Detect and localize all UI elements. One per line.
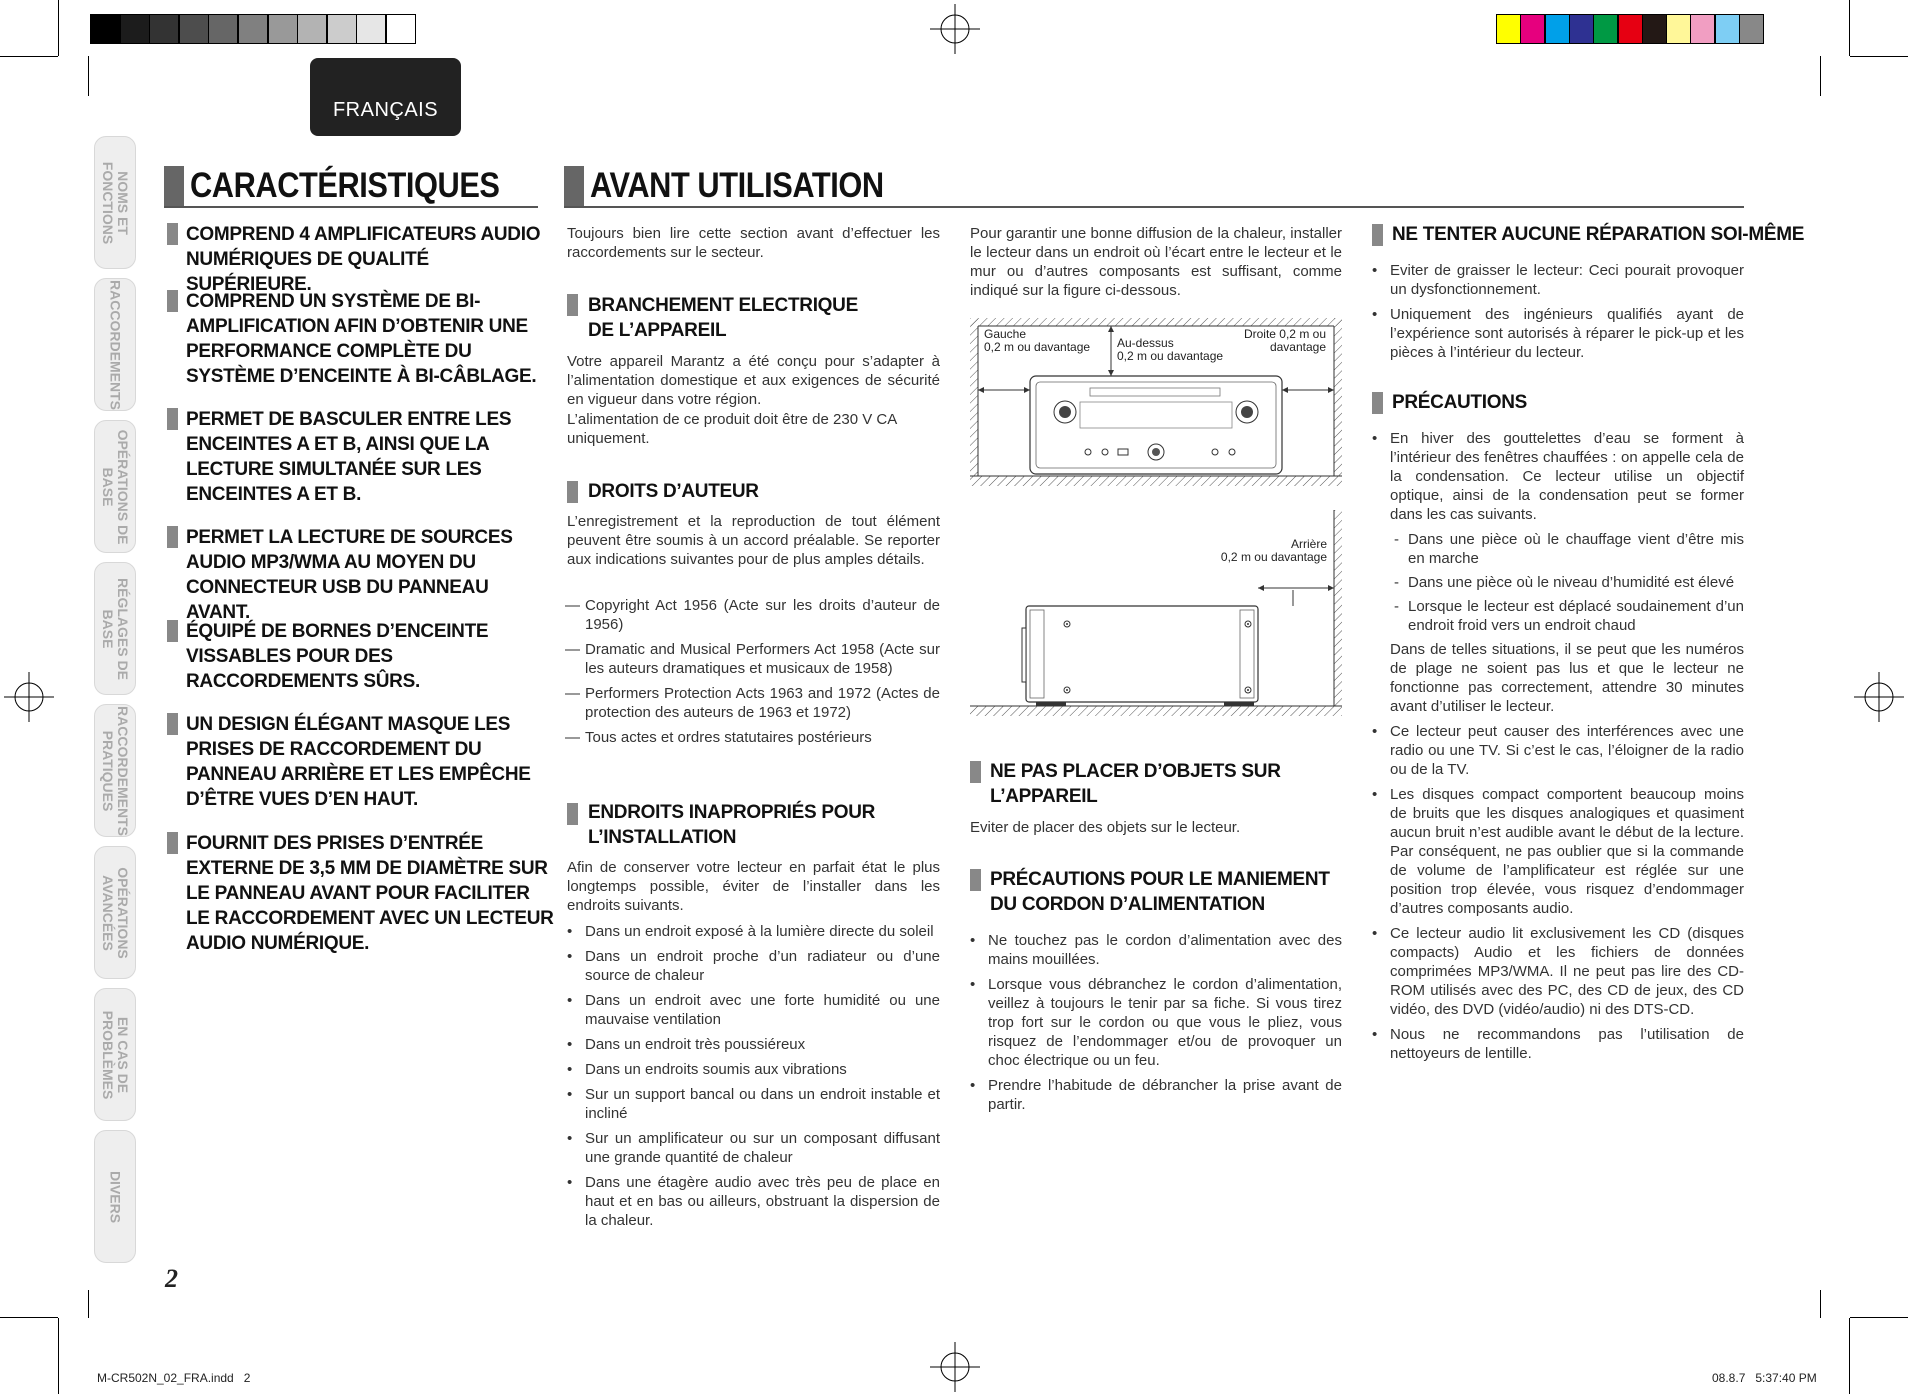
droite-label [1232, 328, 1326, 354]
cordon-heading: PRÉCAUTIONS POUR LE MANIEMENT DU CORDON D’ALIMENTATION [990, 869, 1330, 915]
endroits-paragraph: Afin de conserver votre lecteur en parfait état le plus longtemps possible, éviter de l’installer dans les endroits suivants. [567, 859, 940, 914]
footer-file: M-CR502N_02_FRA.indd 2 [97, 1371, 251, 1385]
label-line: Au-dessus [1117, 336, 1174, 350]
title-bar [564, 166, 584, 206]
droits-heading: DROITS D’AUTEUR [588, 481, 759, 502]
list-item: • Lorsque vous débranchez le cordon d’alimentation, veillez à toujours le tenir par sa fiche. Si vous tirez trop fort sur le cordon ou que vous le pliez, vous risquez de l’endommager et/ou de provoquer un choc électrique ou un feu. [970, 975, 1342, 1070]
side-tab-label: NOMS ET FONCTIONS [100, 161, 131, 244]
label-line: 0,2 m ou davantage [1117, 349, 1224, 363]
gray-swatch [356, 14, 386, 44]
feature-item: COMPREND 4 AMPLIFICATEURS AUDIO NUMÉRIQUES DE QUALITÉ SUPÉRIEURE. [186, 224, 541, 295]
title-rule [164, 206, 538, 208]
side-tab-operations-de-base[interactable] [94, 420, 136, 553]
feature-item: PERMET LA LECTURE DE SOURCES AUDIO MP3/WMA AU MOYEN DU CONNECTEUR USB DU PANNEAU AVANT. [186, 527, 513, 623]
title-bar [164, 166, 184, 206]
list-item: • Les disques compact comportent beaucoup moins de bruits que les disques analogiques et quasiment aucun bruit n’est audible avant le début de la lecture. Par conséquent, ne pas oublier que si la commande de volume de l’amplificateur est réglée sur une position trop élevée, vous risquez d’endommager d’autres composants audio. [1372, 785, 1744, 918]
crop-mark [1820, 1290, 1821, 1318]
side-tab-label: OPÉRATIONS AVANCÉES [100, 866, 131, 959]
section-bar [970, 761, 981, 783]
intro-paragraph: Toujours bien lire cette section avant d’effectuer les raccordements sur le secteur. [567, 225, 940, 261]
list-item-text: En hiver des gouttelettes d’eau se forment à l’intérieur des fenêtres chauffées : on appelle cela de la condensation. Ce lecteur utilise un objectif optique, ainsi de la condensation peut se former dans les cas suivants. [1390, 430, 1744, 523]
cordon-list [970, 931, 1342, 1120]
footer-date: 08.8.7 5:37:40 PM [1712, 1371, 1817, 1385]
feature-bar [167, 620, 178, 642]
feature-bar [167, 526, 178, 548]
feature-item: PERMET DE BASCULER ENTRE LES ENCEINTES A ET B, AINSI QUE LA LECTURE SIMULTANÉE SUR LES ENCEINTES A ET B. [186, 409, 512, 505]
list-item: • Sur un amplificateur ou sur un composant diffusant une grande quantité de chaleur [567, 1129, 940, 1167]
list-item: • Prendre l’habitude de débrancher la prise avant de partir. [970, 1076, 1342, 1114]
caracteristiques-title: CARACTÉRISTIQUES [190, 166, 500, 205]
endroits-list [567, 922, 940, 1236]
color-swatch [1715, 14, 1740, 44]
list-item: • Dans un endroit très poussiéreux [567, 1035, 940, 1054]
feature-item: ÉQUIPÉ DE BORNES D’ENCEINTE VISSABLES POUR DES RACCORDEMENTS SÛRS. [186, 621, 489, 692]
gray-swatch [208, 14, 238, 44]
language-label: FRANÇAIS [332, 99, 439, 121]
avant-utilisation-title: AVANT UTILISATION [590, 166, 884, 205]
ne-pas-placer-heading: NE PAS PLACER D’OBJETS SUR L’APPAREIL [990, 761, 1281, 807]
branchement-heading: BRANCHEMENT ELECTRIQUE DE L’APPAREIL [588, 295, 858, 341]
crop-mark [88, 56, 89, 96]
color-swatch [1520, 14, 1545, 44]
crop-mark [58, 1318, 59, 1394]
diffusion-paragraph: Pour garantir une bonne diffusion de la chaleur, installer le lecteur dans un endroit où l’écart entre le lecteur et le mur ou d’autres composants est suffisant, comme indiqué sur la figure ci-dessous. [970, 225, 1342, 299]
list-item: • Ne touchez pas le cordon d’alimentation avec des mains mouillées. [970, 931, 1342, 969]
registration-mark-icon [930, 1342, 980, 1392]
label-line: Arrière [1290, 537, 1327, 551]
crop-mark [1850, 1317, 1908, 1318]
list-item: • Ce lecteur peut causer des interférences avec une radio ou une TV. Si c’est le cas, l’éloigner de la radio ou de la TV. [1372, 722, 1744, 779]
precautions-list [1372, 429, 1744, 1069]
gray-swatch [386, 14, 416, 44]
color-swatch [1690, 14, 1715, 44]
droits-paragraph: L’enregistrement et la reproduction de tout élément peuvent être soumis à un accord préalable. Se reporter aux indications suivantes pour de plus amples détails. [567, 513, 940, 568]
crop-mark [1849, 1318, 1850, 1394]
crop-mark [1820, 56, 1821, 96]
side-tab-label: EN CAS DE PROBLÈMES [100, 1010, 131, 1099]
feature-bar [167, 223, 178, 245]
list-item: • Uniquement des ingénieurs qualifiés ayant de l’expérience sont autorisés à réparer le pick-up et les pièces à l’intérieur du lecteur. [1372, 305, 1744, 362]
section-bar [1372, 224, 1383, 246]
label-line: 0,2 m ou davantage [1220, 550, 1327, 564]
section-bar [567, 481, 578, 503]
arriere-label [1170, 538, 1327, 564]
gray-swatch [90, 14, 120, 44]
list-item: • Dans un endroit avec une forte humidité ou une mauvaise ventilation [567, 991, 940, 1029]
side-tab-raccordements-pratiques[interactable] [94, 704, 136, 837]
side-tab-label: RÉGLAGES DE BASE [100, 577, 131, 680]
feature-item: COMPREND UN SYSTÈME DE BI-AMPLIFICATION AFIN D’OBTENIR UNE PERFORMANCE COMPLÈTE DU SYSTÈME D’ENCEINTE À BI-CÂBLAGE. [186, 291, 537, 387]
color-swatch [1593, 14, 1618, 44]
gray-swatch [120, 14, 150, 44]
section-bar [1372, 392, 1383, 414]
list-item [1372, 429, 1744, 716]
list-item: — Copyright Act 1956 (Acte sur les droits d’auteur de 1956) [567, 596, 940, 634]
color-swatch [1666, 14, 1691, 44]
crop-mark [88, 1290, 89, 1318]
list-item: • Eviter de graisser le lecteur: Ceci pourait provoquer un dysfonctionnement. [1372, 261, 1744, 299]
side-tab-en-cas-de-problemes[interactable] [94, 988, 136, 1121]
list-item: — Tous actes et ordres statutaires postérieurs [567, 728, 940, 747]
feature-bar [167, 290, 178, 312]
feature-bar [167, 408, 178, 430]
side-tab-noms-et-fonctions[interactable] [94, 136, 136, 269]
color-swatch [1739, 14, 1764, 44]
endroits-heading: ENDROITS INAPROPRIÉS POUR L’INSTALLATION [588, 802, 876, 848]
list-item: • Ce lecteur audio lit exclusivement les CD (disques compacts) Audio et les fichiers de données comprimées MP3/WMA. Il ne peut pas lire des CD-ROM utilisés avec des PC, des CD de jeux, des CD vidéo, des DVD (vidéo/audio) ni des DTS-CD. [1372, 924, 1744, 1019]
crop-mark [58, 0, 59, 56]
reparation-list [1372, 261, 1744, 368]
crop-mark [0, 1317, 58, 1318]
crop-mark [1849, 0, 1850, 56]
list-item: • Dans un endroits soumis aux vibrations [567, 1060, 940, 1079]
list-item: • Dans une étagère audio avec très peu de place en haut et en bas ou ailleurs, obstruant la dispersion de la chaleur. [567, 1173, 940, 1230]
sub-list-item: - Dans une pièce où le niveau d’humidité est élevé [1390, 573, 1744, 592]
registration-mark-icon [4, 672, 54, 722]
gray-swatch [268, 14, 298, 44]
feature-bar [167, 713, 178, 735]
gray-swatch [238, 14, 268, 44]
section-bar [567, 294, 578, 316]
page-number: 2 [165, 1264, 178, 1293]
side-tab-label: RACCORDEMENTS PRATIQUES [100, 705, 131, 836]
side-tab-raccordements[interactable] [94, 278, 136, 411]
color-swatch [1569, 14, 1594, 44]
side-tab-label: RACCORDEMENTS [107, 279, 124, 410]
gray-swatch [327, 14, 357, 44]
label-line: davantage [1269, 340, 1326, 354]
side-tab-label: DIVERS [107, 1170, 124, 1223]
side-tab-divers[interactable] [94, 1130, 136, 1263]
side-tab-label: OPÉRATIONS DE BASE [100, 429, 131, 544]
dessus-label [1117, 337, 1223, 363]
reparation-heading: NE TENTER AUCUNE RÉPARATION SOI-MÊME [1392, 224, 1805, 245]
color-swatch [1496, 14, 1521, 44]
feature-bar [167, 832, 178, 854]
registration-mark-icon [930, 4, 980, 54]
branchement-paragraph-2: L’alimentation de ce produit doit être de 230 V CA uniquement. [567, 411, 897, 447]
precautions-heading: PRÉCAUTIONS [1392, 392, 1527, 413]
droits-list [567, 596, 940, 753]
side-tab-reglages-de-base[interactable] [94, 562, 136, 695]
side-tab-operations-avancees[interactable] [94, 846, 136, 979]
crop-mark [0, 56, 58, 57]
crop-mark [1850, 56, 1908, 57]
sub-list-item: - Lorsque le lecteur est déplacé soudainement d’un endroit froid vers un endroit chaud [1390, 597, 1744, 635]
list-item: — Performers Protection Acts 1963 and 1972 (Actes de protection des auteurs de 1963 et 1972) [567, 684, 940, 722]
list-item: • Dans un endroit proche d’un radiateur ou d’une source de chaleur [567, 947, 940, 985]
label-line: Gauche [984, 327, 1027, 341]
list-item: • Dans un endroit exposé à la lumière directe du soleil [567, 922, 940, 941]
gauche-label [984, 328, 1090, 354]
label-line: Droite 0,2 m ou [1243, 327, 1326, 341]
color-swatch [1545, 14, 1570, 44]
section-bar [567, 803, 578, 825]
gray-swatch [297, 14, 327, 44]
language-tab [310, 58, 461, 136]
registration-mark-icon [1854, 672, 1904, 722]
gray-swatch [149, 14, 179, 44]
list-item: • Sur un support bancal ou dans un endroit instable et incliné [567, 1085, 940, 1123]
color-swatch [1642, 14, 1667, 44]
title-rule [564, 206, 1744, 208]
gray-swatch [179, 14, 209, 44]
color-swatch [1618, 14, 1643, 44]
feature-item: UN DESIGN ÉLÉGANT MASQUE LES PRISES DE RACCORDEMENT DU PANNEAU ARRIÈRE ET LES EMPÊCHE D’ÊTRE VUES D’EN HAUT. [186, 714, 531, 810]
ne-pas-placer-paragraph: Eviter de placer des objets sur le lecteur. [970, 819, 1241, 836]
list-item: • Nous ne recommandons pas l’utilisation de nettoyeurs de lentille. [1372, 1025, 1744, 1063]
list-item: — Dramatic and Musical Performers Act 1958 (Acte sur les auteurs dramatiques et musicaux de 1958) [567, 640, 940, 678]
feature-item: FOURNIT DES PRISES D’ENTRÉE EXTERNE DE 3,5 MM DE DIAMÈTRE SUR LE PANNEAU AVANT POUR FACILITER LE RACCORDEMENT AVEC UN LECTEUR AUDIO NUMÉRIQUE. [186, 833, 554, 954]
list-item-text: Dans de telles situations, il se peut que les numéros de plage ne soient pas lus et que le lecteur ne fonctionne pas correctement, attendre 30 minutes avant d’utiliser le lecteur. [1390, 641, 1744, 715]
section-bar [970, 869, 981, 891]
branchement-paragraph: Votre appareil Marantz a été conçu pour s’adapter à l’alimentation domestique et aux exigences de sécurité en vigueur dans votre région. [567, 353, 940, 408]
label-line: 0,2 m ou davantage [984, 340, 1091, 354]
sub-list-item: - Dans une pièce où le chauffage vient d’être mis en marche [1390, 530, 1744, 568]
sub-list [1390, 530, 1744, 635]
